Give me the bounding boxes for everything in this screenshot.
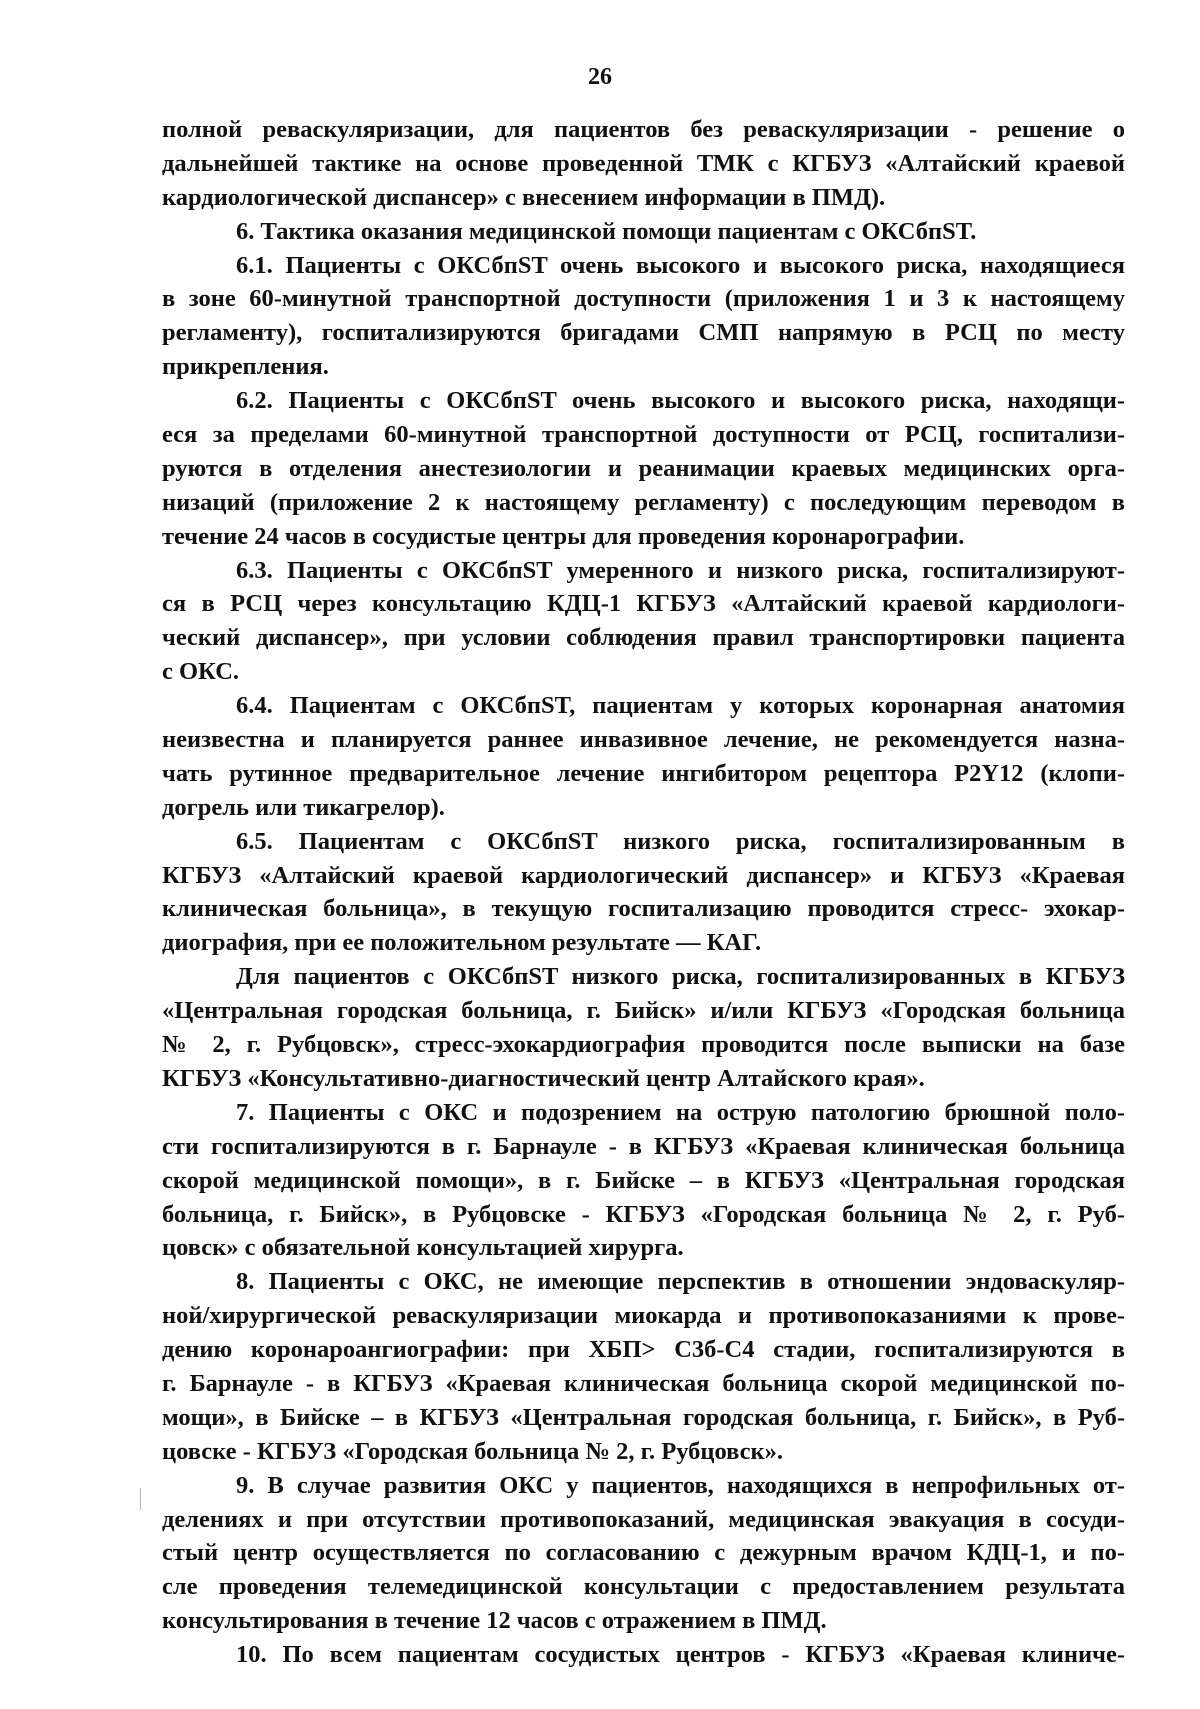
text-line: кардиологической диспансер» с внесением информации в ПМД). <box>162 183 886 211</box>
text-line: стый центр осуществляется по согласованию с дежурным врачом КДЦ-1, и по- <box>162 1539 1125 1567</box>
text-line: ся в РСЦ через консультацию КДЦ-1 КГБУЗ «Алтайский краевой кардиологи- <box>162 590 1125 618</box>
text-line: 6.4. Пациентам с ОКСбпST, пациентам у которых коронарная анатомия <box>236 692 1125 720</box>
text-line: еся за пределами 60-минутной транспортной доступности от РСЦ, госпитализи- <box>162 421 1125 449</box>
text-line: 7. Пациенты с ОКС и подозрением на острую патологию брюшной поло- <box>236 1098 1125 1126</box>
text-line: больница, г. Бийск», в Рубцовске - КГБУЗ «Городская больница № 2, г. Руб- <box>162 1200 1125 1228</box>
text-line: неизвестна и планируется раннее инвазивное лечение, не рекомендуется назна- <box>162 726 1125 754</box>
text-line: 6.5. Пациентам с ОКСбпST низкого риска, госпитализированным в <box>236 827 1125 855</box>
text-line: 10. По всем пациентам сосудистых центров - КГБУЗ «Краевая клиниче- <box>236 1641 1125 1669</box>
text-line: чать рутинное предварительное лечение ингибитором рецептора Р2Y12 (клопи- <box>162 759 1125 787</box>
text-line: клиническая больница», в текущую госпитализацию проводится стресс- эхокар- <box>162 895 1125 923</box>
text-line: в зоне 60-минутной транспортной доступности (приложения 1 и 3 к настоящему <box>162 285 1125 313</box>
text-line: диография, при ее положительном результате — КАГ. <box>162 929 762 957</box>
text-line: КГБУЗ «Консультативно-диагностический центр Алтайского края». <box>162 1064 925 1092</box>
text-line: с ОКС. <box>162 658 240 686</box>
text-line: скорой медицинской помощи», в г. Бийске – в КГБУЗ «Центральная городская <box>162 1166 1125 1194</box>
text-line: г. Барнауле - в КГБУЗ «Краевая клиническая больница скорой медицинской по- <box>162 1369 1125 1397</box>
text-line: полной реваскуляризации, для пациентов без реваскуляризации - решение о <box>162 116 1125 143</box>
text-line: мощи», в Бийске – в КГБУЗ «Центральная городская больница, г. Бийск», в Руб- <box>162 1403 1125 1431</box>
text-line: регламенту), госпитализируются бригадами СМП напрямую в РСЦ по месту <box>162 319 1125 347</box>
text-line: 8. Пациенты с ОКС, не имеющие перспектив в отношении эндоваскуляр- <box>236 1268 1125 1296</box>
text-line: сле проведения телемедицинской консультации с предоставлением результата <box>162 1573 1125 1601</box>
text-line: прикрепления. <box>162 353 329 381</box>
text-line: 6. Тактика оказания медицинской помощи пациентам с ОКСбпST. <box>236 217 977 245</box>
text-line: консультирования в течение 12 часов с отражением в ПМД. <box>162 1607 827 1635</box>
text-line: догрель или тикагрелор). <box>162 793 445 821</box>
text-line: ной/хирургической реваскуляризации миокарда и противопоказаниями к прове- <box>162 1302 1125 1330</box>
text-line: делениях и при отсутствии противопоказаний, медицинская эвакуация в сосуди- <box>162 1505 1125 1533</box>
scan-artifact-mark <box>140 1488 141 1510</box>
text-line: 6.2. Пациенты с ОКСбпST очень высокого и высокого риска, находящи- <box>236 387 1125 415</box>
page-number: 26 <box>588 64 612 90</box>
text-line: дальнейшей тактике на основе проведенной ТМК с КГБУЗ «Алтайский краевой <box>162 149 1125 177</box>
text-line: КГБУЗ «Алтайский краевой кардиологический диспансер» и КГБУЗ «Краевая <box>162 861 1125 889</box>
text-line: дению коронароангиографии: при ХБП> С3б-С4 стадии, госпитализируются в <box>162 1336 1125 1364</box>
text-line: руются в отделения анестезиологии и реанимации краевых медицинских орга- <box>162 454 1125 482</box>
text-line: «Центральная городская больница, г. Бийск» и/или КГБУЗ «Городская больница <box>162 997 1125 1025</box>
document-body <box>162 113 1125 1672</box>
text-line: 6.3. Пациенты с ОКСбпST умеренного и низкого риска, госпитализируют- <box>236 556 1125 584</box>
text-line: сти госпитализируются в г. Барнауле - в КГБУЗ «Краевая клиническая больница <box>162 1132 1125 1160</box>
text-line: Для пациентов с ОКСбпST низкого риска, госпитализированных в КГБУЗ <box>236 963 1125 991</box>
text-line: цовск» с обязательной консультацией хирурга. <box>162 1234 684 1262</box>
text-line: низаций (приложение 2 к настоящему регламенту) с последующим переводом в <box>162 488 1125 516</box>
text-line: течение 24 часов в сосудистые центры для проведения коронарографии. <box>162 522 965 550</box>
text-line: 6.1. Пациенты с ОКСбпST очень высокого и высокого риска, находящиеся <box>236 251 1125 279</box>
text-line: ческий диспансер», при условии соблюдения правил транспортировки пациента <box>162 624 1125 652</box>
text-line: № 2, г. Рубцовск», стресс-эхокардиография проводится после выписки на базе <box>162 1031 1125 1059</box>
text-line: 9. В случае развития ОКС у пациентов, находящихся в непрофильных от- <box>236 1471 1125 1499</box>
text-line: цовске - КГБУЗ «Городская больница № 2, г. Рубцовск». <box>162 1437 784 1465</box>
